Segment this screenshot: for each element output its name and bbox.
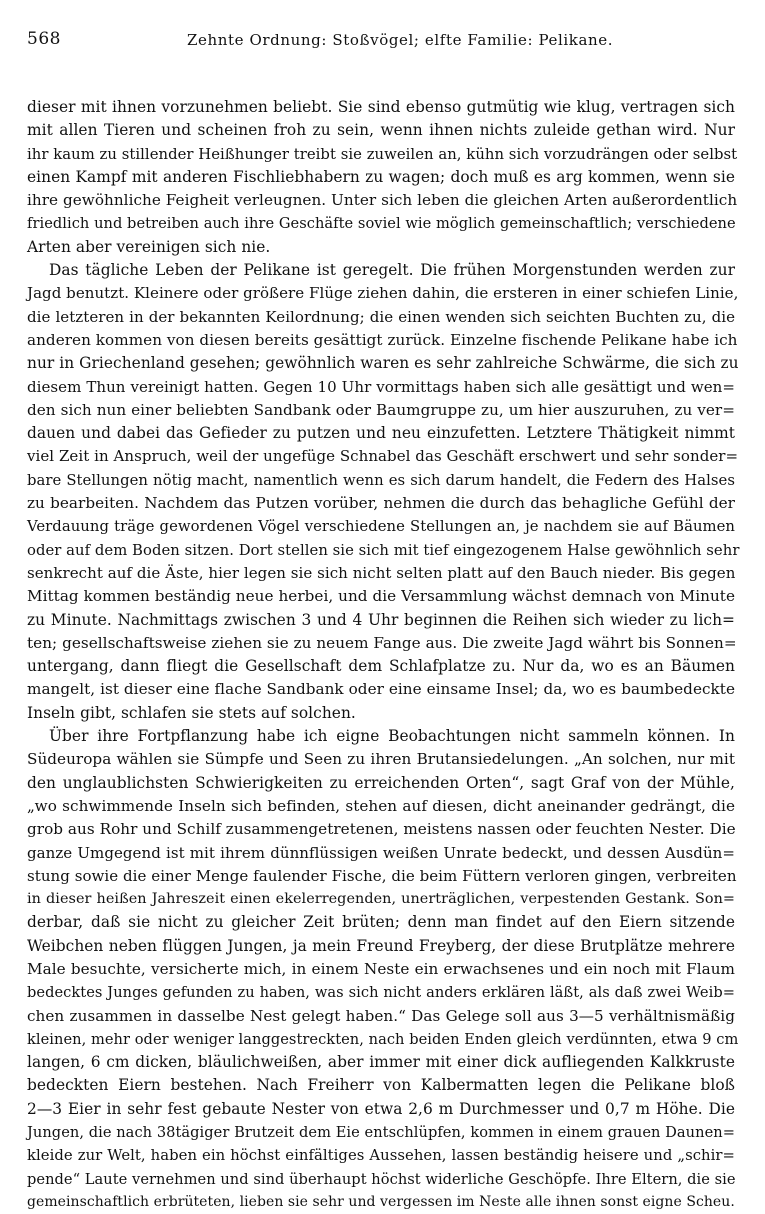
text-line: ten; gesellschaftsweise ziehen sie zu neuem Fange aus. Die zweite Jagd währt bis Sonnen= (27, 633, 737, 652)
text-line: derbar, daß sie nicht zu gleicher Zeit brüten; denn man findet auf den Eiern sitzende (27, 913, 735, 932)
text-line: Über ihre Fortpflanzung habe ich eigne Beobachtungen nicht sammeln können. In (49, 727, 735, 746)
text-line: Verdauung träge gewordenen Vögel verschiedene Stellungen an, je nachdem sie auf Bäumen (27, 518, 735, 536)
text-line: Südeuropa wählen sie Sümpfe und Seen zu ihren Brutansiedelungen. „An solchen, nur mit (27, 750, 735, 769)
text-line: Jagd benutzt. Kleinere oder größere Flüge ziehen dahin, die ersteren in einer schiefen Linie, (27, 284, 739, 303)
text-line: grob aus Rohr und Schilf zusammengetretenen, meistens nassen oder feuchten Nester. Die (27, 820, 736, 839)
text-line: den sich nun einer beliebten Sandbank oder Baumgruppe zu, um hier auszuruhen, zu ver= (27, 400, 735, 419)
text-line: dieser mit ihnen vorzunehmen beliebt. Sie sind ebenso gutmütig wie klug, vertragen sich (27, 98, 735, 116)
text-line: den unglaublichsten Schwierigkeiten zu erreichenden Orten“, sagt Graf von der Mühle, (27, 773, 735, 792)
text-line: bedecktes Junges gefunden zu haben, was sich nicht anders erklären läßt, als daß zwei Weib= (27, 984, 735, 1002)
text-line: Das tägliche Leben der Pelikane ist geregelt. Die frühen Morgenstunden werden zur (49, 261, 735, 280)
text-line: „wo schwimmende Inseln sich befinden, stehen auf diesen, dicht aneinander gedrängt, die (27, 796, 735, 815)
text-line: einen Kampf mit anderen Fischliebhabern zu wagen; doch muß es arg kommen, wenn sie (27, 167, 735, 186)
text-line: 2—3 Eier in sehr fest gebaute Nester von etwa 2,6 m Durchmesser und 0,7 m Höhe. Die (27, 1099, 735, 1118)
text-line: in dieser heißen Jahreszeit einen ekelerregenden, unerträglichen, verpestenden Gestank. Son= (27, 891, 735, 908)
text-line: senkrecht auf die Äste, hier legen sie sich nicht selten platt auf den Bauch nieder. Bis gegen (27, 563, 736, 582)
text-line: Jungen, die nach 38tägiger Brutzeit dem Eie entschlüpfen, kommen in einem grauen Daunen= (27, 1124, 735, 1142)
text-line: nur in Griechenland gesehen; gewöhnlich waren es sehr zahlreiche Schwärme, die sich zu (27, 354, 739, 373)
text-line: pende“ Laute vernehmen und sind überhaupt höchst widerliche Geschöpfe. Ihre Eltern, die sie (27, 1170, 736, 1188)
text-line: bare Stellungen nötig macht, namentlich wenn es sich darum handelt, die Federn des Halses (27, 471, 735, 489)
text-line: kleide zur Welt, haben ein höchst einfältiges Aussehen, lassen beständig heisere und „schir= (27, 1147, 735, 1165)
text-line: dauen und dabei das Gefieder zu putzen und neu einzufetten. Letztere Thätigkeit nimmt (27, 424, 735, 443)
text-line: bedeckten Eiern bestehen. Nach Freiherr von Kalbermatten legen die Pelikane bloß (27, 1076, 735, 1095)
text-line: langen, 6 cm dicken, bläulichweißen, aber immer mit einer dick aufliegenden Kalkkruste (27, 1053, 735, 1072)
text-line: anderen kommen von diesen bereits gesättigt zurück. Einzelne fischende Pelikane habe ich (27, 330, 738, 349)
text-line: diesem Thun vereinigt hatten. Gegen 10 Uhr vormittags haben sich alle gesättigt und wen= (27, 377, 735, 396)
text-line: Mittag kommen beständig neue herbei, und die Versammlung wächst demnach von Minute (27, 587, 735, 606)
page-number: 568 (27, 29, 61, 49)
text-line: mit allen Tieren und scheinen froh zu sein, wenn ihnen nichts zuleide gethan wird. Nur (27, 121, 735, 140)
body-text (27, 96, 740, 1214)
text-line: ganze Umgegend ist mit ihrem dünnflüssigen weißen Unrate bedeckt, und dessen Ausdün= (27, 843, 735, 862)
page-header (27, 28, 735, 58)
text-line: ihre gewöhnliche Feigheit verleugnen. Unter sich leben die gleichen Arten außerordentlich (27, 191, 738, 210)
text-line: kleinen, mehr oder weniger langgestreckten, nach beiden Enden gleich verdünnten, etwa 9 cm (27, 1030, 739, 1048)
text-line: Arten aber vereinigen sich nie. (27, 237, 271, 256)
text-line: oder auf dem Boden sitzen. Dort stellen sie sich mit tief eingezogenem Halse gewöhnlich sehr (27, 541, 740, 559)
running-title: Zehnte Ordnung: Stoßvögel; elfte Familie: Pelikane. (187, 31, 614, 49)
text-line: zu Minute. Nachmittags zwischen 3 und 4 Uhr beginnen die Reihen sich wieder zu lich= (27, 610, 735, 629)
text-line: Inseln gibt, schlafen sie stets auf solchen. (27, 703, 356, 722)
text-line: chen zusammen in dasselbe Nest gelegt haben.“ Das Gelege soll aus 3—5 verhältnismäßig (27, 1006, 735, 1025)
text-line: die letzteren in der bekannten Keilordnung; die einen wenden sich seichten Buchten zu, die (27, 307, 735, 326)
text-line: gemeinschaftlich erbrüteten, lieben sie sehr und vergessen im Neste alle ihnen sonst eigne Scheu. (27, 1193, 735, 1210)
text-line: viel Zeit in Anspruch, weil der ungefüge Schnabel das Geschäft erschwert und sehr sonder= (27, 447, 739, 466)
text-line: untergang, dann fliegt die Gesellschaft dem Schlafplatze zu. Nur da, wo es an Bäumen (27, 657, 735, 676)
text-line: stung sowie die einer Menge faulender Fische, die beim Füttern verloren gingen, verbreiten (27, 866, 737, 885)
text-line: friedlich und betreiben auch ihre Geschäfte soviel wie möglich gemeinschaftlich; verschiedene (27, 215, 736, 233)
text-line: Male besuchte, versicherte mich, in einem Neste ein erwachsenes und ein noch mit Flaum (27, 959, 735, 978)
text-line: mangelt, ist dieser eine flache Sandbank oder eine einsame Insel; da, wo es baumbedeckte (27, 680, 735, 699)
text-line: zu bearbeiten. Nachdem das Putzen vorüber, nehmen die durch das behagliche Gefühl der (27, 494, 735, 513)
text-line: ihr kaum zu stillender Heißhunger treibt sie zuweilen an, kühn sich vorzudrängen oder selbst (27, 145, 738, 163)
text-line: Weibchen neben flüggen Jungen, ja mein Freund Freyberg, der diese Brutplätze mehrere (27, 936, 735, 955)
